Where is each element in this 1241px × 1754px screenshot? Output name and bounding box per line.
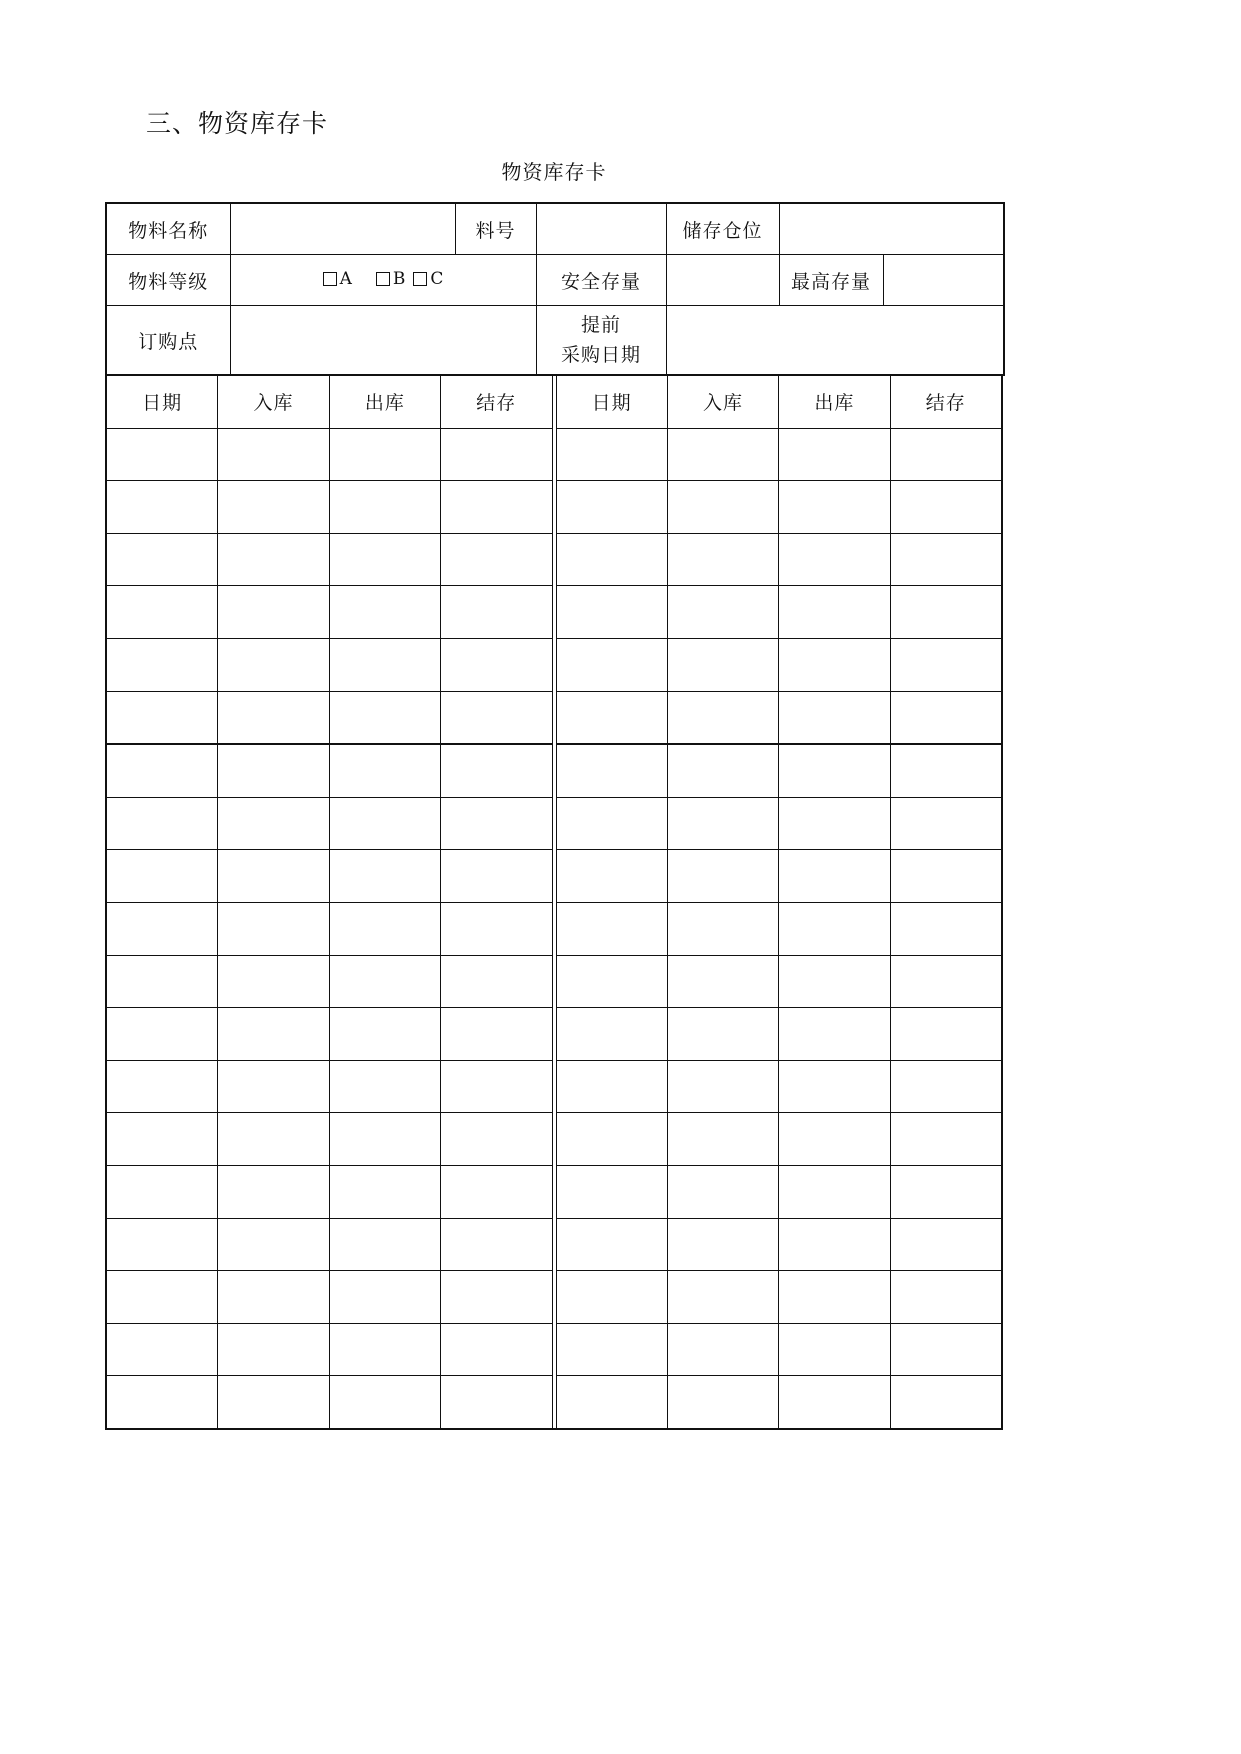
ledger-cell-date[interactable] [107,429,218,481]
ledger-cell-balance[interactable] [891,1113,1001,1165]
ledger-cell-date[interactable] [557,745,668,797]
ledger-cell-stock-out[interactable] [779,903,890,955]
ledger-row [557,903,1002,956]
ledger-row [557,1061,1002,1114]
ledger-cell-stock-in[interactable] [668,481,779,533]
ledger-row [107,429,552,482]
ledger-header-date: 日期 [107,376,218,428]
ledger-cell-stock-out[interactable] [330,745,441,797]
ledger-cell-stock-out[interactable] [779,956,890,1008]
ledger-cell-date[interactable] [107,534,218,586]
ledger-row [107,903,552,956]
ledger-cell-stock-in[interactable] [218,1061,329,1113]
reorder-point-label: 订购点 [106,306,230,376]
ledger-cell-stock-in[interactable] [668,1061,779,1113]
ledger-cell-stock-out[interactable] [330,1061,441,1113]
ledger-cell-stock-out[interactable] [330,1324,441,1376]
ledger-cell-date[interactable] [557,1166,668,1218]
ledger-cell-stock-out[interactable] [779,429,890,481]
ledger-cell-balance[interactable] [441,639,551,691]
ledger-cell-balance[interactable] [441,586,551,638]
ledger-cell-balance[interactable] [441,1324,551,1376]
ledger-row [107,1324,552,1377]
ledger-cell-date[interactable] [107,1008,218,1060]
ledger-cell-stock-out[interactable] [330,1219,441,1271]
ledger-cell-balance[interactable] [441,1008,551,1060]
ledger-cell-stock-in[interactable] [218,1376,329,1428]
ledger-cell-balance[interactable] [441,481,551,533]
grade-option-a[interactable]: A [323,269,352,289]
ledger-cell-stock-out[interactable] [779,692,890,744]
ledger-cell-date[interactable] [557,692,668,744]
ledger-row [557,429,1002,482]
ledger-cell-stock-out[interactable] [330,798,441,850]
ledger-row [557,1008,1002,1061]
ledger-cell-balance[interactable] [441,692,551,744]
max-stock-label: 最高存量 [779,255,883,306]
ledger-row [107,956,552,1009]
ledger-cell-date[interactable] [557,956,668,1008]
grade-option-b[interactable]: B [376,269,406,289]
ledger-cell-stock-out[interactable] [779,639,890,691]
ledger-left-half [107,376,553,1428]
ledger-cell-date[interactable] [107,1166,218,1218]
ledger-cell-balance[interactable] [891,481,1001,533]
ledger-cell-stock-in[interactable] [218,586,329,638]
ledger-row [107,1008,552,1061]
ledger-cell-balance[interactable] [891,1008,1001,1060]
ledger-cell-date[interactable] [557,534,668,586]
ledger-cell-stock-in[interactable] [218,429,329,481]
ledger-cell-stock-in[interactable] [668,1008,779,1060]
ledger-cell-stock-in[interactable] [668,692,779,744]
ledger-header-balance: 结存 [476,392,517,415]
ledger-cell-stock-out[interactable] [779,1113,890,1165]
ledger-cell-date[interactable] [557,429,668,481]
ledger-cell-stock-in[interactable] [218,956,329,1008]
section-heading: 三、物资库存卡 [146,109,329,138]
ledger-row [557,692,1002,746]
ledger-cell-balance[interactable] [441,798,551,850]
ledger-row [557,481,1002,534]
ledger-cell-stock-in[interactable] [218,850,329,902]
ledger-cell-balance[interactable] [891,850,1001,902]
ledger-cell-balance[interactable] [441,956,551,1008]
ledger-cell-balance[interactable] [441,534,551,586]
storage-location-field[interactable] [779,203,1004,255]
ledger-cell-stock-in[interactable] [668,534,779,586]
ledger-cell-balance[interactable] [441,1166,551,1218]
ledger-cell-stock-out[interactable] [330,639,441,691]
ledger-cell-date[interactable] [557,850,668,902]
ledger-cell-stock-out[interactable] [330,481,441,533]
ledger-cell-stock-in[interactable] [218,1113,329,1165]
ledger-right-half [556,376,1002,1428]
ledger-cell-stock-in[interactable] [218,534,329,586]
ledger-cell-stock-in[interactable] [218,1271,329,1323]
info-table [105,202,1005,376]
lead-time-label [536,306,666,376]
ledger-cell-balance[interactable] [891,1166,1001,1218]
ledger-cell-balance[interactable] [891,429,1001,481]
ledger-cell-date[interactable] [557,1219,668,1271]
grade-label: 物料等级 [106,255,230,306]
ledger-cell-balance[interactable] [441,429,551,481]
ledger-cell-date[interactable] [557,639,668,691]
ledger-cell-date[interactable] [107,481,218,533]
ledger-cell-stock-in[interactable] [668,1219,779,1271]
ledger-cell-stock-out[interactable] [779,1324,890,1376]
ledger-row [107,1219,552,1272]
ledger-cell-balance[interactable] [441,1376,551,1428]
ledger-cell-stock-in[interactable] [668,903,779,955]
ledger-cell-date[interactable] [107,956,218,1008]
ledger-cell-stock-in[interactable] [668,639,779,691]
lead-time-label-line2: 采购日期 [560,344,641,366]
lead-time-field[interactable] [666,306,1004,376]
ledger-row [557,639,1002,692]
ledger-cell-stock-in[interactable] [668,1166,779,1218]
ledger-cell-date[interactable] [107,1219,218,1271]
ledger-cell-stock-in[interactable] [218,481,329,533]
ledger-cell-balance[interactable] [891,798,1001,850]
ledger-cell-date[interactable] [557,903,668,955]
ledger-cell-balance[interactable] [441,1061,551,1113]
ledger-header-row [557,376,1002,429]
ledger-cell-balance[interactable] [891,1271,1001,1323]
ledger-row [557,1166,1002,1219]
ledger-row [107,639,552,692]
ledger-row [107,534,552,587]
ledger-cell-stock-out[interactable] [330,534,441,586]
ledger-cell-stock-in[interactable] [668,586,779,638]
checkbox-icon[interactable] [323,272,337,286]
ledger-cell-date[interactable] [107,586,218,638]
card-title: 物资库存卡 [501,160,607,184]
grade-option-c[interactable]: C [413,269,443,289]
ledger-cell-stock-in[interactable] [218,798,329,850]
material-name-label: 物料名称 [106,203,230,255]
ledger-row [557,798,1002,851]
ledger-cell-stock-out[interactable] [779,1219,890,1271]
ledger-row [557,745,1002,798]
ledger-cell-balance[interactable] [891,1061,1001,1113]
ledger-cell-stock-in[interactable] [218,1008,329,1060]
ledger-header-stock-out: 出库 [779,376,890,428]
safety-stock-field[interactable] [666,255,779,306]
ledger-cell-date[interactable] [557,586,668,638]
ledger-cell-date[interactable] [107,1061,218,1113]
ledger-row [107,1061,552,1114]
ledger-cell-stock-out[interactable] [779,586,890,638]
ledger-cell-stock-in[interactable] [668,745,779,797]
ledger-cell-stock-out[interactable] [330,1376,441,1428]
material-name-field[interactable] [230,203,455,255]
ledger-cell-stock-in[interactable] [668,798,779,850]
ledger-cell-stock-in[interactable] [218,1219,329,1271]
ledger-header-stock-in: 入库 [218,376,329,428]
ledger-row [557,1113,1002,1166]
ledger-cell-date[interactable] [107,1113,218,1165]
ledger-cell-balance[interactable] [441,850,551,902]
ledger-cell-date[interactable] [107,1324,218,1376]
checkbox-icon[interactable] [413,272,427,286]
ledger-cell-stock-in[interactable] [668,429,779,481]
ledger-cell-balance[interactable] [891,956,1001,1008]
ledger-cell-stock-out[interactable] [330,903,441,955]
lead-time-label-line1: 提前 [580,314,621,336]
ledger-row [557,850,1002,903]
ledger-cell-stock-in[interactable] [668,956,779,1008]
ledger-row [557,534,1002,587]
ledger-cell-stock-out[interactable] [779,798,890,850]
ledger-cell-balance[interactable] [441,1271,551,1323]
max-stock-field[interactable] [883,255,1004,306]
ledger-row [107,1166,552,1219]
ledger-header-balance: 结存 [925,392,966,415]
ledger-cell-balance[interactable] [891,586,1001,638]
ledger-cell-stock-in[interactable] [668,850,779,902]
ledger-cell-stock-in[interactable] [668,1324,779,1376]
ledger-cell-date[interactable] [557,1061,668,1113]
ledger-row [107,745,552,798]
ledger-cell-balance[interactable] [891,1376,1001,1428]
ledger-cell-date[interactable] [557,1324,668,1376]
ledger-cell-stock-in[interactable] [218,903,329,955]
reorder-point-field[interactable] [230,306,536,376]
ledger-row [107,692,552,746]
ledger-row [107,1376,552,1428]
ledger-cell-stock-out[interactable] [779,1166,890,1218]
ledger-cell-date[interactable] [557,798,668,850]
ledger-cell-date[interactable] [107,745,218,797]
ledger-cell-date[interactable] [557,481,668,533]
ledger-cell-stock-in[interactable] [218,1166,329,1218]
ledger-cell-balance[interactable] [441,1113,551,1165]
ledger-cell-stock-out[interactable] [330,692,441,744]
ledger-row [557,1271,1002,1324]
ledger-cell-date[interactable] [107,798,218,850]
ledger-row [557,956,1002,1009]
ledger-cell-date[interactable] [107,1271,218,1323]
ledger-cell-balance[interactable] [891,903,1001,955]
ledger-cell-stock-in[interactable] [668,1113,779,1165]
ledger-cell-stock-out[interactable] [330,586,441,638]
ledger-cell-stock-out[interactable] [779,1376,890,1428]
part-no-field[interactable] [536,203,666,255]
ledger-cell-stock-out[interactable] [779,1008,890,1060]
ledger-cell-stock-in[interactable] [668,1271,779,1323]
ledger-header-row [107,376,552,429]
ledger-row [107,481,552,534]
ledger-cell-stock-out[interactable] [779,481,890,533]
ledger-cell-date[interactable] [557,1113,668,1165]
ledger-cell-stock-in[interactable] [218,639,329,691]
ledger-row [107,586,552,639]
ledger-row [107,798,552,851]
ledger-cell-date[interactable] [107,850,218,902]
ledger-row [557,1219,1002,1272]
checkbox-icon[interactable] [376,272,390,286]
ledger-cell-balance[interactable] [441,745,551,797]
ledger-header-date: 日期 [557,376,668,428]
ledger-cell-balance[interactable] [891,639,1001,691]
ledger-row [107,1271,552,1324]
ledger-cell-date[interactable] [107,692,218,744]
ledger-cell-stock-in[interactable] [218,692,329,744]
grade-options [230,255,536,306]
ledger-row [557,1324,1002,1377]
ledger-row [557,1376,1002,1428]
stock-ledger [105,374,1003,1430]
ledger-cell-stock-in[interactable] [218,1324,329,1376]
safety-stock-label: 安全存量 [536,255,666,306]
ledger-header-stock-out: 出库 [330,376,441,428]
ledger-cell-balance[interactable] [891,745,1001,797]
ledger-cell-stock-out[interactable] [779,534,890,586]
ledger-cell-date[interactable] [557,1271,668,1323]
ledger-cell-stock-out[interactable] [330,1008,441,1060]
ledger-cell-balance[interactable] [441,1219,551,1271]
ledger-cell-stock-out[interactable] [330,1113,441,1165]
ledger-cell-balance[interactable] [441,903,551,955]
ledger-row [107,1113,552,1166]
ledger-cell-stock-out[interactable] [330,956,441,1008]
ledger-cell-stock-out[interactable] [330,1166,441,1218]
ledger-cell-stock-out[interactable] [330,850,441,902]
ledger-cell-stock-out[interactable] [779,1271,890,1323]
ledger-row [107,850,552,903]
ledger-cell-stock-in[interactable] [218,745,329,797]
ledger-header-stock-in: 入库 [668,376,779,428]
ledger-cell-balance[interactable] [891,1219,1001,1271]
ledger-cell-balance[interactable] [891,1324,1001,1376]
ledger-cell-stock-in[interactable] [668,1376,779,1428]
ledger-cell-date[interactable] [107,1376,218,1428]
ledger-cell-stock-out[interactable] [330,1271,441,1323]
ledger-cell-stock-out[interactable] [779,745,890,797]
ledger-cell-stock-out[interactable] [330,429,441,481]
ledger-cell-stock-out[interactable] [779,850,890,902]
ledger-cell-balance[interactable] [891,692,1001,744]
ledger-row [557,586,1002,639]
part-no-label: 料号 [455,203,536,255]
ledger-cell-date[interactable] [557,1376,668,1428]
ledger-cell-date[interactable] [107,903,218,955]
ledger-cell-date[interactable] [557,1008,668,1060]
ledger-cell-date[interactable] [107,639,218,691]
ledger-cell-stock-out[interactable] [779,1061,890,1113]
storage-location-label: 储存仓位 [666,203,779,255]
ledger-cell-balance[interactable] [891,534,1001,586]
